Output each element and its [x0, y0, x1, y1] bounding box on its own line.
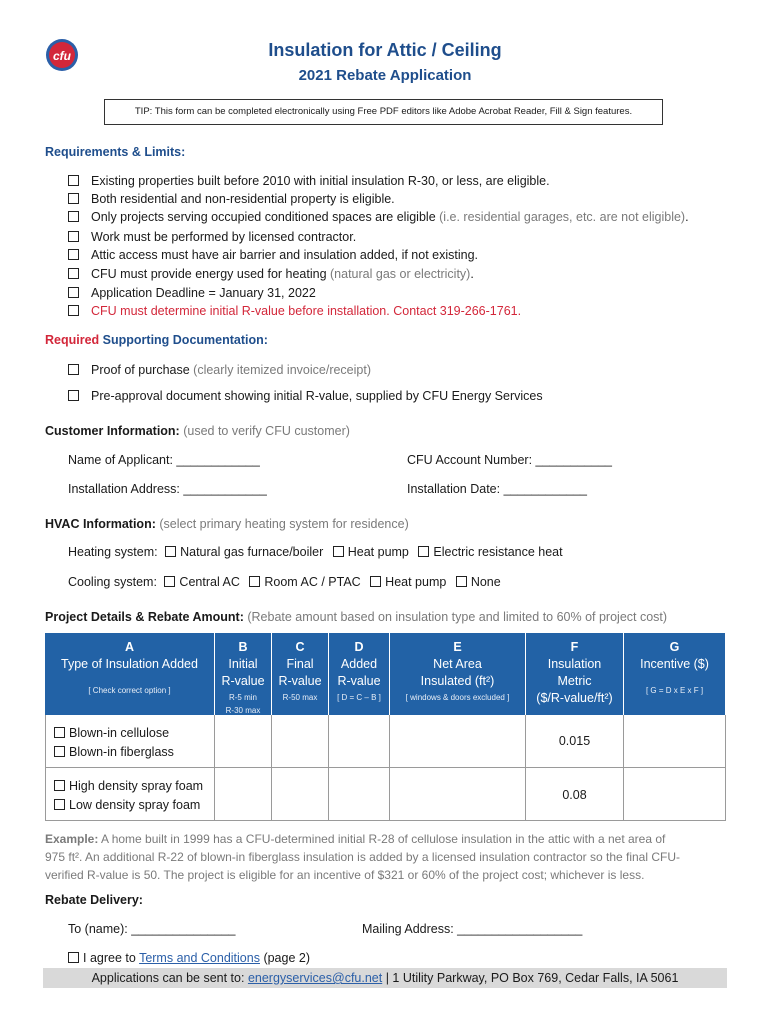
project-heading: Project Details & Rebate Amount: (Rebate amount based on insulation type and limited to 60% of project cost) — [45, 610, 668, 624]
checkbox[interactable] — [68, 305, 79, 316]
checkbox[interactable] — [370, 576, 381, 587]
checkbox[interactable] — [68, 364, 79, 375]
account-number-field[interactable]: CFU Account Number: ___________ — [407, 453, 612, 467]
checkbox[interactable] — [68, 287, 79, 298]
col-f-header: F Insulation Metric ($/R-value/ft²) — [526, 633, 623, 715]
metric-value: 0.08 — [562, 788, 587, 802]
logo-text: cfu — [53, 49, 71, 63]
example-paragraph: Example: A home built in 1999 has a CFU-determined initial R-28 of cellulose insulation in the attic with a net area of 975 ft². An additional R-22 of blown-in fiberglass insulation is added by a licensed insulation contractor so the final CFU- verified R-value is 50. The project is eligible for an incentive of $321 or 60% of the project cost; whichever is less. — [45, 832, 681, 882]
col-g-header: G Incentive ($) [ G = D x E x F ] — [624, 633, 725, 715]
col-e-header: E Net Area Insulated (ft²) [ windows & doors excluded ] — [390, 633, 525, 715]
checkbox[interactable] — [68, 952, 79, 963]
tip-text: TIP: This form can be completed electronically using Free PDF editors like Adobe Acrobat Reader, Fill & Sign features. — [134, 106, 633, 117]
checkbox[interactable] — [68, 249, 79, 260]
metric-value: 0.015 — [558, 734, 591, 748]
hvac-heading: HVAC Information: (select primary heating system for residence) — [45, 517, 409, 531]
tip-box — [104, 99, 663, 125]
checkbox[interactable] — [68, 231, 79, 242]
agree-terms-row: I agree to Terms and Conditions (page 2) — [68, 951, 310, 965]
checkbox[interactable] — [68, 193, 79, 204]
page-subtitle: 2021 Rebate Application — [298, 67, 472, 84]
table-border — [389, 715, 390, 821]
customer-heading: Customer Information: (used to verify CFU customer) — [45, 424, 350, 438]
requirement-item: Application Deadline = January 31, 2022 — [68, 285, 316, 301]
table-border — [525, 715, 526, 821]
col-c-header: C Final R-value R-50 max — [272, 633, 328, 715]
table-border — [45, 715, 46, 821]
installation-address-field[interactable]: Installation Address: ____________ — [68, 482, 267, 496]
email-link[interactable]: energyservices@cfu.net — [247, 971, 383, 985]
table-row: High density spray foam Low density spray foam — [54, 777, 203, 815]
supporting-item: Proof of purchase (clearly itemized invoice/receipt) — [68, 362, 371, 378]
requirement-item: CFU must determine initial R-value before installation. Contact 319-266-1761. — [68, 303, 521, 319]
requirements-heading: Requirements & Limits: — [45, 145, 186, 159]
checkbox[interactable] — [249, 576, 260, 587]
col-a-header: A Type of Insulation Added [ Check correct option ] — [45, 633, 214, 715]
checkbox[interactable] — [418, 546, 429, 557]
checkbox[interactable] — [333, 546, 344, 557]
supporting-heading: Required Supporting Documentation: — [45, 333, 268, 347]
checkbox[interactable] — [68, 175, 79, 186]
installation-date-field[interactable]: Installation Date: ____________ — [407, 482, 588, 496]
table-border — [328, 715, 329, 821]
checkbox[interactable] — [165, 546, 176, 557]
table-border — [623, 715, 624, 821]
requirement-item: Existing properties built before 2010 with initial insulation R-30, or less, are eligible. — [68, 173, 550, 189]
checkbox[interactable] — [456, 576, 467, 587]
checkbox[interactable] — [164, 576, 175, 587]
requirement-item: Both residential and non-residential property is eligible. — [68, 191, 395, 207]
table-border — [725, 715, 726, 821]
applicant-name-field[interactable]: Name of Applicant: ____________ — [68, 453, 260, 467]
checkbox[interactable] — [68, 211, 79, 222]
table-row: Blown-in cellulose Blown-in fiberglass — [54, 724, 174, 762]
to-name-field[interactable]: To (name): _______________ — [68, 922, 236, 936]
footer-bar: Applications can be sent to: energyservices@cfu.net | 1 Utility Parkway, PO Box 769, Cedar Falls, IA 5061 — [43, 968, 727, 988]
checkbox[interactable] — [54, 799, 65, 810]
checkbox[interactable] — [68, 268, 79, 279]
table-border — [45, 820, 726, 821]
mailing-address-field[interactable]: Mailing Address: __________________ — [362, 922, 583, 936]
heating-system-row: Heating system: Natural gas furnace/boiler Heat pump Electric resistance heat — [68, 545, 563, 559]
checkbox[interactable] — [54, 727, 65, 738]
requirement-item: Attic access must have air barrier and insulation added, if not existing. — [68, 247, 478, 263]
terms-link[interactable]: Terms and Conditions — [139, 951, 260, 965]
requirement-item: Work must be performed by licensed contractor. — [68, 229, 356, 245]
table-border — [271, 715, 272, 821]
table-border — [214, 715, 215, 821]
col-b-header: B Initial R-value R-5 min R-30 max — [215, 633, 271, 715]
table-border — [45, 767, 726, 768]
checkbox[interactable] — [54, 780, 65, 791]
requirement-item: CFU must provide energy used for heating (natural gas or electricity). — [68, 266, 474, 282]
delivery-heading: Rebate Delivery: — [45, 893, 143, 907]
cooling-system-row: Cooling system: Central AC Room AC / PTAC Heat pump None — [68, 575, 501, 589]
checkbox[interactable] — [54, 746, 65, 757]
col-d-header: D Added R-value [ D = C – B ] — [329, 633, 389, 715]
supporting-item: Pre-approval document showing initial R-value, supplied by CFU Energy Services — [68, 388, 543, 404]
checkbox[interactable] — [68, 390, 79, 401]
requirement-item: Only projects serving occupied conditioned spaces are eligible (i.e. residential garages, etc. are not eligible). — [68, 209, 689, 225]
page-title: Insulation for Attic / Ceiling — [268, 40, 502, 60]
